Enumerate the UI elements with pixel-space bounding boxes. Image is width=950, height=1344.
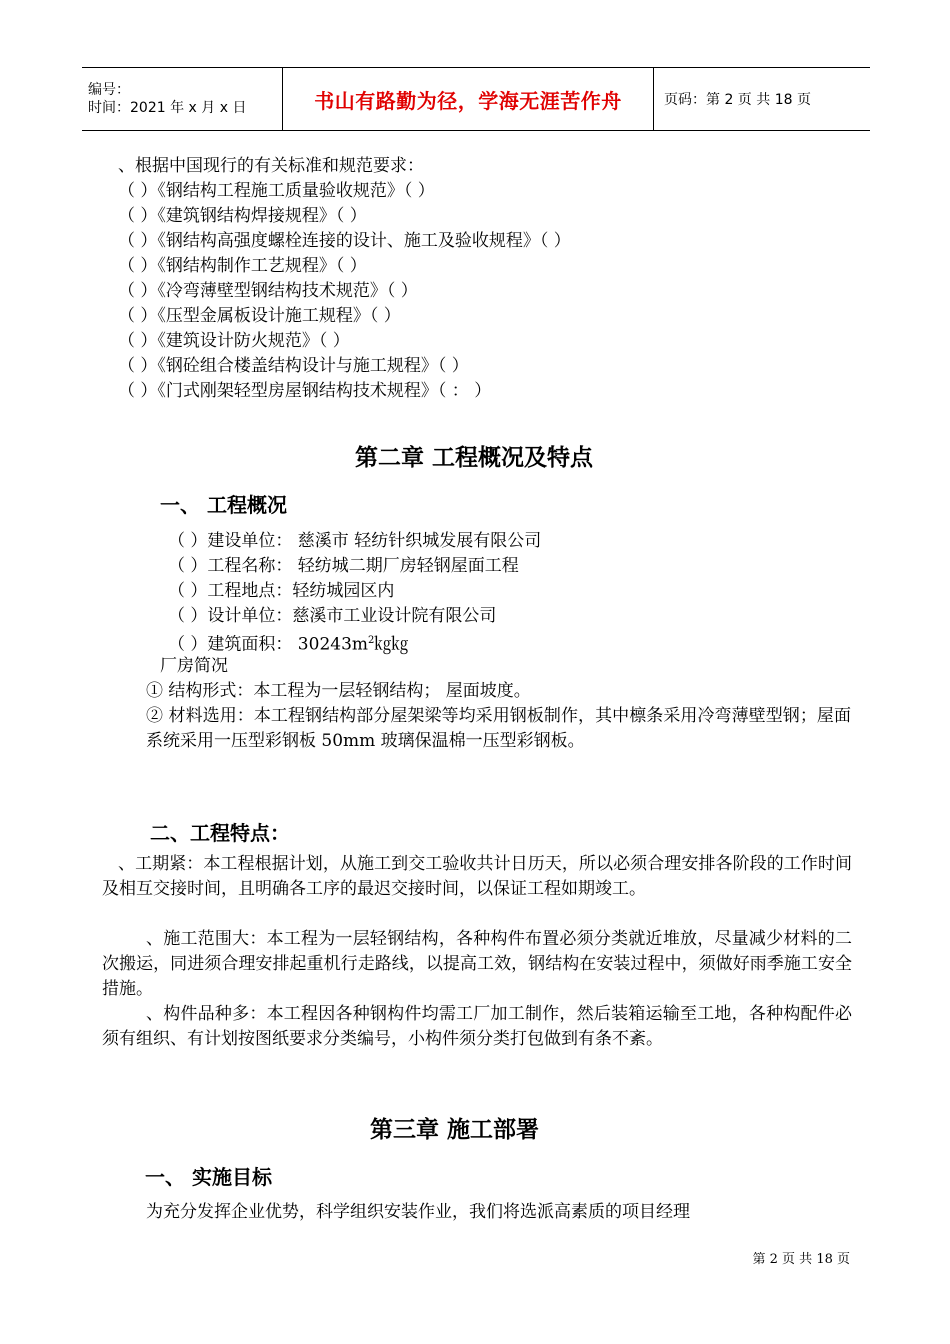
plant-overview-title: 厂房简况 bbox=[160, 656, 228, 676]
standard-item: （ ）《建筑钢结构焊接规程》（ ） bbox=[118, 206, 367, 226]
section-overview-title: 一、 工程概况 bbox=[160, 493, 287, 517]
feature-paragraph: 、构件品种多：本工程因各种钢构件均需工厂加工制作，然后装箱运输至工地，各种构配件必须有组织、有计划按图纸要求分类编号，小构件须分类打包做到有条不紊。 bbox=[102, 1004, 852, 1049]
header-motto: 书山有路勤为径，学海无涯苦作舟 bbox=[314, 88, 622, 113]
header-motto-cell bbox=[282, 68, 654, 130]
section-features-title: 二、工程特点： bbox=[150, 821, 290, 845]
document-number-label: 编号： bbox=[88, 82, 130, 98]
area-exponent: 2 bbox=[368, 635, 375, 646]
section-goal-title: 一、 实施目标 bbox=[145, 1165, 272, 1189]
overview-item: （ ）工程地点：轻纺城园区内 bbox=[168, 581, 395, 601]
standard-item: （ ）《钢结构制作工艺规程》（ ） bbox=[118, 256, 367, 276]
standard-item: （ ）《压型金属板设计施工规程》（ ） bbox=[118, 306, 401, 326]
overview-item: （ ）建设单位： 慈溪市 轻纺针织城发展有限公司 bbox=[168, 531, 542, 551]
standard-item: （ ）《钢结构高强度螺栓连接的设计、施工及验收规程》（ ） bbox=[118, 231, 571, 251]
standard-item: （ ）《钢结构工程施工质量验收规范》（ ） bbox=[118, 181, 435, 201]
header-page-code: 页码：第 2 页 共 18 页 bbox=[664, 92, 811, 108]
area-unit: ㎏㎏ bbox=[374, 634, 409, 655]
header-meta bbox=[82, 68, 282, 130]
materials-paragraph: ② 材料选用：本工程钢结构部分屋架梁等均采用钢板制作，其中檩条采用冷弯薄壁型钢；屋面系统采用一压型彩钢板 50mm 玻璃保温棉一压型彩钢板。 bbox=[146, 706, 851, 751]
structure-form: ① 结构形式：本工程为一层轻钢结构； 屋面坡度。 bbox=[146, 681, 531, 701]
standard-item: （ ）《冷弯薄壁型钢结构技术规范》（ ） bbox=[118, 281, 418, 301]
chapter-3-title: 第三章 施工部署 bbox=[370, 1116, 540, 1143]
building-area bbox=[168, 629, 408, 657]
building-area-value: （ ）建筑面积： 30243m bbox=[168, 634, 369, 655]
intro-line: 、根据中国现行的有关标准和规范要求： bbox=[118, 156, 424, 176]
overview-item: （ ）工程名称： 轻纺城二期厂房轻钢屋面工程 bbox=[168, 556, 519, 576]
document-date: 时间：2021 年 x 月 x 日 bbox=[88, 100, 247, 116]
standard-item: （ ）《门式刚架轻型房屋钢结构技术规程》（ ： ） bbox=[118, 381, 492, 401]
goal-paragraph: 为充分发挥企业优势，科学组织安装作业，我们将选派高素质的项目经理 bbox=[146, 1202, 690, 1222]
standard-item: （ ）《建筑设计防火规范》（ ） bbox=[118, 331, 350, 351]
feature-paragraph: 、施工范围大：本工程为一层轻钢结构，各种构件布置必须分类就近堆放，尽量减少材料的二次搬运，同进须合理安排起重机行走路线，以提高工效，钢结构在安装过程中，须做好雨季施工安全措施。 bbox=[102, 929, 852, 999]
page-footer: 第 2 页 共 18 页 bbox=[752, 1252, 850, 1267]
standard-item: （ ）《钢砼组合楼盖结构设计与施工规程》（ ） bbox=[118, 356, 469, 376]
chapter-2-title: 第二章 工程概况及特点 bbox=[355, 444, 594, 471]
feature-paragraph: 、工期紧：本工程根据计划，从施工到交工验收共计日历天，所以必须合理安排各阶段的工作时间及相互交接时间，且明确各工序的最迟交接时间，以保证工程如期竣工。 bbox=[102, 854, 852, 899]
page-header bbox=[82, 67, 870, 131]
overview-item: （ ）设计单位：慈溪市工业设计院有限公司 bbox=[168, 606, 497, 626]
